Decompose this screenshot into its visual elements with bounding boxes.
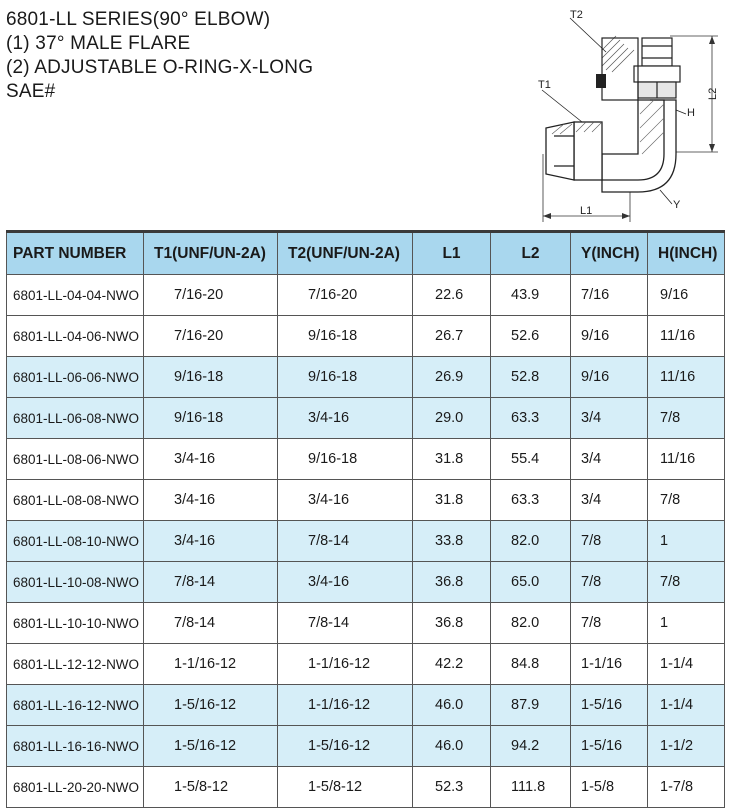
cell-l2: 82.0	[491, 521, 571, 562]
cell-t1: 9/16-18	[144, 398, 278, 439]
cell-t1: 1-5/16-12	[144, 685, 278, 726]
cell-l2: 52.8	[491, 357, 571, 398]
cell-l2: 52.6	[491, 316, 571, 357]
cell-part-number: 6801-LL-06-06-NWO	[7, 357, 144, 398]
table-row	[7, 603, 725, 644]
header-l2: L2	[491, 232, 571, 275]
cell-t2: 1-5/8-12	[278, 767, 413, 808]
label-t2: T2	[570, 9, 583, 21]
adjustable-oring-line: (2) ADJUSTABLE O-RING-X-LONG	[6, 57, 314, 78]
table-row	[7, 439, 725, 480]
table-row	[7, 316, 725, 357]
cell-y: 7/8	[571, 521, 648, 562]
cell-h: 11/16	[648, 357, 725, 398]
cell-y: 7/16	[571, 275, 648, 316]
cell-l1: 46.0	[413, 685, 491, 726]
label-l1: L1	[580, 205, 593, 217]
cell-h: 7/8	[648, 562, 725, 603]
cell-l1: 22.6	[413, 275, 491, 316]
cell-part-number: 6801-LL-08-10-NWO	[7, 521, 144, 562]
cell-t2: 3/4-16	[278, 398, 413, 439]
table-row	[7, 357, 725, 398]
cell-l1: 31.8	[413, 480, 491, 521]
cell-l2: 63.3	[491, 398, 571, 439]
cell-t1: 3/4-16	[144, 439, 278, 480]
cell-h: 1	[648, 603, 725, 644]
cell-y: 3/4	[571, 398, 648, 439]
cell-l1: 36.8	[413, 562, 491, 603]
table-header-row	[7, 232, 725, 275]
cell-t2: 9/16-18	[278, 357, 413, 398]
cell-y: 1-1/16	[571, 644, 648, 685]
cell-part-number: 6801-LL-10-08-NWO	[7, 562, 144, 603]
cell-part-number: 6801-LL-04-06-NWO	[7, 316, 144, 357]
header-t1: T1(UNF/UN-2A)	[144, 232, 278, 275]
header-t2: T2(UNF/UN-2A)	[278, 232, 413, 275]
cell-part-number: 6801-LL-16-12-NWO	[7, 685, 144, 726]
cell-l2: 87.9	[491, 685, 571, 726]
cell-l2: 63.3	[491, 480, 571, 521]
cell-t2: 3/4-16	[278, 562, 413, 603]
table-row	[7, 275, 725, 316]
cell-h: 7/8	[648, 398, 725, 439]
cell-l2: 65.0	[491, 562, 571, 603]
cell-l1: 42.2	[413, 644, 491, 685]
cell-t2: 7/8-14	[278, 521, 413, 562]
cell-l2: 84.8	[491, 644, 571, 685]
cell-l2: 82.0	[491, 603, 571, 644]
cell-l1: 52.3	[413, 767, 491, 808]
cell-y: 1-5/16	[571, 726, 648, 767]
cell-t1: 7/16-20	[144, 275, 278, 316]
cell-t1: 9/16-18	[144, 357, 278, 398]
cell-h: 1-1/4	[648, 644, 725, 685]
table-row	[7, 562, 725, 603]
cell-l1: 33.8	[413, 521, 491, 562]
cell-l2: 94.2	[491, 726, 571, 767]
cell-part-number: 6801-LL-08-08-NWO	[7, 480, 144, 521]
cell-h: 1	[648, 521, 725, 562]
cell-y: 1-5/8	[571, 767, 648, 808]
cell-t1: 7/8-14	[144, 562, 278, 603]
cell-y: 7/8	[571, 562, 648, 603]
cell-y: 7/8	[571, 603, 648, 644]
cell-h: 9/16	[648, 275, 725, 316]
cell-t2: 1-1/16-12	[278, 644, 413, 685]
cell-l1: 31.8	[413, 439, 491, 480]
label-l2: L2	[707, 87, 719, 100]
cell-t2: 1-1/16-12	[278, 685, 413, 726]
cell-t2: 9/16-18	[278, 439, 413, 480]
cell-h: 1-1/2	[648, 726, 725, 767]
cell-t1: 1-1/16-12	[144, 644, 278, 685]
table-row	[7, 521, 725, 562]
cell-t1: 3/4-16	[144, 480, 278, 521]
cell-h: 11/16	[648, 316, 725, 357]
cell-t2: 7/8-14	[278, 603, 413, 644]
cell-l2: 55.4	[491, 439, 571, 480]
cell-l1: 26.9	[413, 357, 491, 398]
cell-l1: 26.7	[413, 316, 491, 357]
label-t1: T1	[538, 79, 551, 91]
cell-t1: 3/4-16	[144, 521, 278, 562]
cell-part-number: 6801-LL-10-10-NWO	[7, 603, 144, 644]
cell-t2: 3/4-16	[278, 480, 413, 521]
series-title: 6801-LL SERIES(90° ELBOW)	[6, 9, 271, 30]
sae-line: SAE#	[6, 81, 56, 102]
cell-l1: 46.0	[413, 726, 491, 767]
header-h: H(INCH)	[648, 232, 725, 275]
cell-part-number: 6801-LL-06-08-NWO	[7, 398, 144, 439]
header-part-number: PART NUMBER	[7, 232, 144, 275]
cell-y: 3/4	[571, 480, 648, 521]
title-block	[6, 8, 313, 104]
cell-y: 9/16	[571, 357, 648, 398]
header-l1: L1	[413, 232, 491, 275]
cell-h: 11/16	[648, 439, 725, 480]
cell-y: 1-5/16	[571, 685, 648, 726]
cell-l1: 36.8	[413, 603, 491, 644]
cell-part-number: 6801-LL-12-12-NWO	[7, 644, 144, 685]
cell-t2: 7/16-20	[278, 275, 413, 316]
table-row	[7, 644, 725, 685]
table-row	[7, 767, 725, 808]
cell-y: 9/16	[571, 316, 648, 357]
table-row	[7, 685, 725, 726]
table-row	[7, 726, 725, 767]
cell-l2: 43.9	[491, 275, 571, 316]
cell-t2: 1-5/16-12	[278, 726, 413, 767]
table-row	[7, 398, 725, 439]
cell-t1: 1-5/16-12	[144, 726, 278, 767]
cell-t1: 7/8-14	[144, 603, 278, 644]
cell-t1: 7/16-20	[144, 316, 278, 357]
cell-h: 1-7/8	[648, 767, 725, 808]
cell-y: 3/4	[571, 439, 648, 480]
part-spec-table	[6, 230, 725, 808]
header-y: Y(INCH)	[571, 232, 648, 275]
cell-h: 7/8	[648, 480, 725, 521]
label-y: Y	[673, 199, 681, 211]
label-h: H	[687, 107, 695, 119]
cell-part-number: 6801-LL-08-06-NWO	[7, 439, 144, 480]
cell-l2: 111.8	[491, 767, 571, 808]
cell-t2: 9/16-18	[278, 316, 413, 357]
elbow-fitting-diagram	[530, 4, 730, 224]
cell-part-number: 6801-LL-20-20-NWO	[7, 767, 144, 808]
table-row	[7, 480, 725, 521]
cell-l1: 29.0	[413, 398, 491, 439]
cell-t1: 1-5/8-12	[144, 767, 278, 808]
cell-part-number: 6801-LL-04-04-NWO	[7, 275, 144, 316]
cell-h: 1-1/4	[648, 685, 725, 726]
male-flare-line: (1) 37° MALE FLARE	[6, 33, 191, 54]
cell-part-number: 6801-LL-16-16-NWO	[7, 726, 144, 767]
